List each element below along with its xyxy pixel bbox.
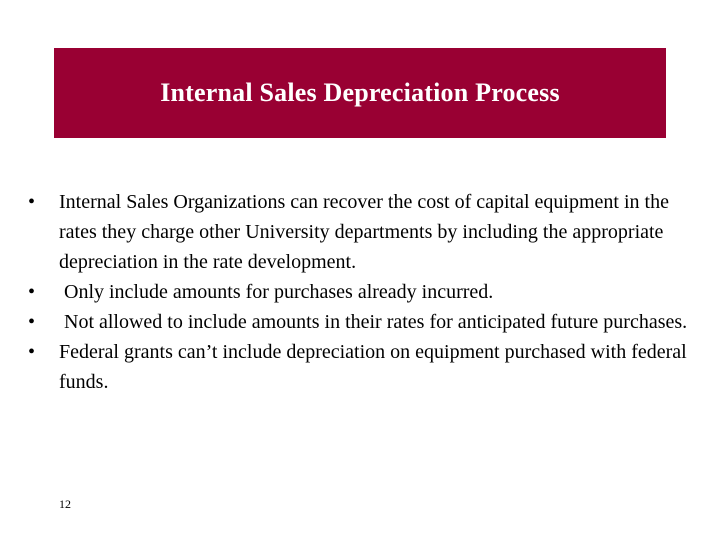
bullet-item (28, 277, 700, 307)
bullet-icon: • (28, 311, 36, 333)
bullet-item (28, 337, 700, 397)
title-banner (54, 48, 666, 138)
bullet-item (28, 187, 700, 277)
bullet-icon: • (28, 191, 36, 213)
bullet-text: Internal Sales Organizations can recover the cost of capital equipment in the rates they charge other University departments by including the appropriate depreciation in the rate development. (59, 191, 669, 273)
bullet-text: Only include amounts for purchases already incurred. (59, 281, 494, 303)
slide-title: Internal Sales Depreciation Process (160, 78, 560, 107)
bullet-list (28, 187, 700, 397)
bullet-icon: • (28, 341, 36, 363)
bullet-icon: • (28, 281, 36, 303)
bullet-text: Not allowed to include amounts in their rates for anticipated future purchases. (59, 311, 688, 333)
bullet-text: Federal grants can’t include depreciation on equipment purchased with federal funds. (59, 341, 687, 393)
page-number: 12 (59, 497, 71, 511)
bullet-item (28, 307, 700, 337)
